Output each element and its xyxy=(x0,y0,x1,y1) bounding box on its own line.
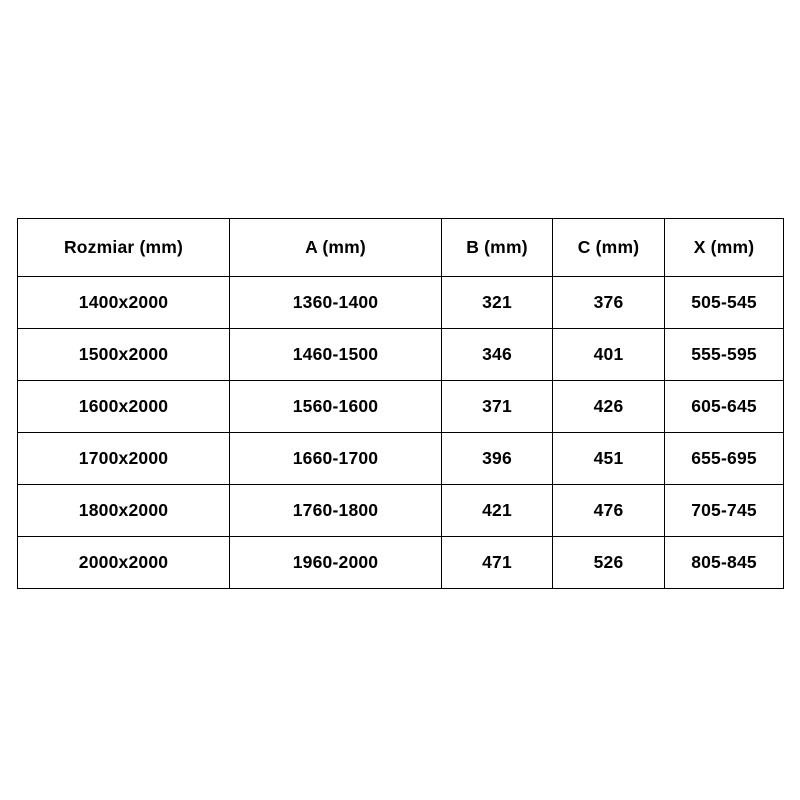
cell-a: 1360-1400 xyxy=(230,277,442,329)
cell-c: 426 xyxy=(553,381,665,433)
cell-x: 705-745 xyxy=(665,485,784,537)
cell-c: 526 xyxy=(553,537,665,589)
table-row xyxy=(18,329,784,381)
cell-b: 371 xyxy=(442,381,553,433)
cell-x: 605-645 xyxy=(665,381,784,433)
cell-b: 421 xyxy=(442,485,553,537)
spec-table-container xyxy=(17,218,783,589)
cell-a: 1560-1600 xyxy=(230,381,442,433)
table-row xyxy=(18,537,784,589)
cell-a: 1760-1800 xyxy=(230,485,442,537)
cell-c: 376 xyxy=(553,277,665,329)
table-row xyxy=(18,485,784,537)
column-header-b: B (mm) xyxy=(442,219,553,277)
column-header-c: C (mm) xyxy=(553,219,665,277)
dimension-spec-table xyxy=(17,218,784,589)
cell-x: 805-845 xyxy=(665,537,784,589)
cell-a: 1660-1700 xyxy=(230,433,442,485)
cell-x: 655-695 xyxy=(665,433,784,485)
cell-c: 451 xyxy=(553,433,665,485)
cell-a: 1460-1500 xyxy=(230,329,442,381)
cell-rozmiar: 2000x2000 xyxy=(18,537,230,589)
column-header-x: X (mm) xyxy=(665,219,784,277)
cell-x: 505-545 xyxy=(665,277,784,329)
cell-rozmiar: 1400x2000 xyxy=(18,277,230,329)
cell-rozmiar: 1800x2000 xyxy=(18,485,230,537)
column-header-a: A (mm) xyxy=(230,219,442,277)
table-body xyxy=(18,277,784,589)
table-row xyxy=(18,277,784,329)
table-row xyxy=(18,433,784,485)
cell-c: 401 xyxy=(553,329,665,381)
cell-rozmiar: 1600x2000 xyxy=(18,381,230,433)
table-row xyxy=(18,381,784,433)
cell-a: 1960-2000 xyxy=(230,537,442,589)
cell-x: 555-595 xyxy=(665,329,784,381)
column-header-rozmiar: Rozmiar (mm) xyxy=(18,219,230,277)
cell-b: 396 xyxy=(442,433,553,485)
cell-b: 471 xyxy=(442,537,553,589)
cell-b: 346 xyxy=(442,329,553,381)
cell-c: 476 xyxy=(553,485,665,537)
table-header xyxy=(18,219,784,277)
cell-rozmiar: 1700x2000 xyxy=(18,433,230,485)
cell-rozmiar: 1500x2000 xyxy=(18,329,230,381)
table-header-row xyxy=(18,219,784,277)
cell-b: 321 xyxy=(442,277,553,329)
